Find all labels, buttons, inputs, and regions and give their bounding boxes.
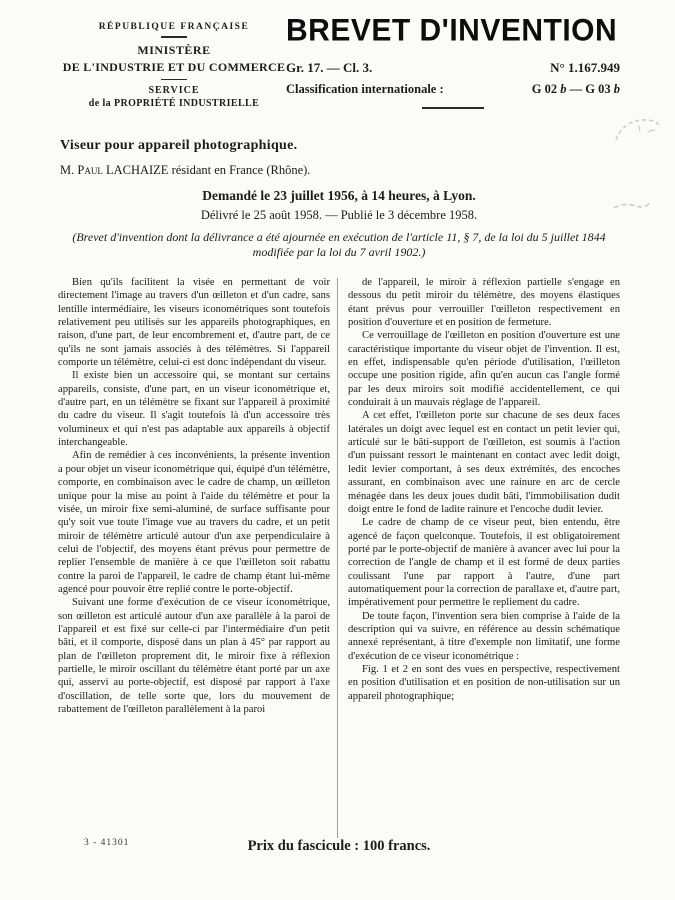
- ministry-line2: DE L'INDUSTRIE ET DU COMMERCE: [62, 59, 286, 74]
- classification-part: b: [560, 82, 567, 96]
- service-line1: SERVICE: [148, 85, 200, 96]
- ministry-line1: MINISTÈRE: [137, 42, 211, 57]
- issuing-authority-block: [58, 22, 290, 109]
- grant-publication-line: Délivré le 25 août 1958. — Publié le 3 décembre 1958.: [200, 208, 478, 222]
- republic-label: RÉPUBLIQUE FRANÇAISE: [98, 22, 250, 32]
- paragraph: de l'appareil, le miroir à réflexion partielle s'engage en dessous du petit miroir du télémètre, des moyens élastiques étant prévus pour verrouiller l'œilleton respectivement en position d'ouverture et en position de fermeture.: [348, 277, 620, 329]
- classification-part: b: [613, 82, 620, 96]
- paragraph: A cet effet, l'œilleton porte sur chacune de ses deux faces latérales un doigt avec lequel est en contact un petit levier qui, articulé sur le bâti-support de l'œilleton, est soumis à l'action d'un puissant ressort le maintenant en contact avec ledit doigt, ledit levier comportant, à ses deux extrémités, des encoches assurant, en combinaison avec une rainure en arc de cercle ménagée dans les deux joues dudit bâti, l'immobilisation dudit doigt entre le fond de ladite rainure et l'encoche dudit levier.: [348, 410, 620, 515]
- paragraph: Il existe bien un accessoire qui, se montant sur certains appareils, consiste, d'une part, en un viseur iconométrique et, d'autre part, en un télémètre se fixant sur l'appareil à proximité du cadre du viseur. Il s'agit toutefois là d'un accessoire très volumineux et qui n'est pas adaptable aux appareils à objectif interchangeable.: [58, 370, 330, 449]
- service-line2: de la PROPRIÉTÉ INDUSTRIELLE: [88, 98, 260, 109]
- group-class: Gr. 17. — Cl. 3.: [286, 60, 373, 75]
- inventor-given-name: Paul: [77, 163, 103, 177]
- divider-rule: [161, 36, 187, 38]
- inventor-prefix: M.: [60, 163, 78, 177]
- classification-part: —: [566, 82, 586, 96]
- classification-label: Classification internationale :: [286, 82, 444, 96]
- invention-title: Viseur pour appareil photographique.: [60, 138, 298, 153]
- price-line: Prix du fascicule : 100 francs.: [247, 838, 431, 854]
- legal-note: (Brevet d'invention dont la délivrance a été ajournée en exécution de l'article 11, § 7, de la loi du 5 juillet 1844 modifiée par la loi du 7 avril 1902.): [72, 230, 606, 259]
- paragraph: Ce verrouillage de l'œilleton en position d'ouverture est une caractéristique importante du viseur objet de l'invention. Il est, en effet, indispensable qu'en période d'utilisation, l'œilleton occupe une position rigide, afin qu'en aucun cas l'angle formé par les deux miroirs soit modifié accidentellement, ce qui conduirait à un mauvais réglage de l'appareil.: [348, 330, 620, 409]
- divider-rule: [422, 107, 484, 109]
- paragraph: De toute façon, l'invention sera bien comprise à l'aide de la description qui va suivre, en référence au dessin schématique annexé représentant, à titre d'exemple non limitatif, une forme d'exécution de ce viseur iconométrique :: [348, 610, 620, 662]
- inventor-rest: LACHAIZE résidant en France (Rhône).: [102, 163, 311, 177]
- patent-header-block: [286, 14, 620, 109]
- document-type-title: BREVET D'INVENTION: [286, 13, 618, 48]
- paragraph: Afin de remédier à ces inconvénients, la présente invention a pour objet un viseur iconométrique qui, équipé d'un télémètre, comporte, en combinaison avec le cadre de champ, un œilleton unique pour la mise au point à l'aide du télémètre et pour la visée, un miroir fixe semi-aluminé, de surface suffisante pour qu'y soit vue toute l'image vue au travers du cadre, et un petit miroir de télémètre articulé autour d'un axe perpendiculaire à celui de l'objectif, des moyens étant prévus pour permettre de replier l'ensemble de manière à ce que l'œilleton soit rabattu contre la paroi de l'appareil, le cadre de champ étant lui-même agencé pour pouvoir être replié contre le porte-objectif.: [58, 450, 330, 595]
- group-class-row: [286, 60, 620, 76]
- body-text: [58, 276, 620, 716]
- print-code: 3 - 41301: [84, 838, 130, 848]
- dates-block: [58, 188, 620, 223]
- divider-rule: [161, 79, 187, 81]
- paragraph: Le cadre de champ de ce viseur peut, bien entendu, être agencé de façon quelconque. Toutefois, il est obligatoirement porté par le porte-objectif de manière à avancer avec lui pour la correction de l'angle de champ et il est formé de deux parties coulissant l'une par rapport à l'autre, d'une part automatiquement pour la correction de parallaxe et, d'autre part, impérativement pour permettre le repliement du cadre.: [348, 517, 620, 609]
- classification-part: G 02: [531, 82, 561, 96]
- classification-part: G 03: [585, 82, 614, 96]
- left-column: [58, 276, 330, 716]
- patent-number: N° 1.167.949: [550, 60, 620, 75]
- paragraph: Bien qu'ils facilitent la visée en permettant de voir directement l'image au travers d'un œilleton et d'un cadre, sans lentille intermédiaire, les viseurs iconométriques sont toutefois relativement peu utilisés sur les appareils photographiques, en raison, d'une part, de leur encombrement et, d'autre part, de ce qu'ils ne sont jamais associés à des télémètres. Si l'appareil comporte un télémètre, celui-ci est donc indépendant du viseur.: [58, 277, 330, 369]
- paragraph: Suivant une forme d'exécution de ce viseur iconométrique, son œilleton est articulé autour d'un axe parallèle à la paroi de l'appareil et est fixé sur celle-ci par l'intermédiaire d'un petit bâti, et il comporte, disposé dans un plan à 45° par rapport au plan de l'œilleton proprement dit, le miroir fixe à réflexion partielle, le miroir oscillant du télémètre étant porté par un axe qui, asservi au porte-objectif, est disposé par rapport à l'axe d'oscillation, de telle sorte que, lors du mouvement de rabattement de l'œilleton parallèlement à la paroi: [58, 597, 330, 715]
- inventor-line: [60, 163, 620, 178]
- paragraph: Fig. 1 et 2 en sont des vues en perspective, respectivement en position d'utilisation et en position de non-utilisation sur un appareil photographique;: [348, 663, 620, 702]
- right-column: [348, 276, 620, 716]
- filing-date-line: Demandé le 23 juillet 1956, à 14 heures, à Lyon.: [202, 188, 476, 203]
- classification-row: [286, 82, 620, 97]
- classification-value: [532, 82, 620, 97]
- invention-title-block: [60, 138, 620, 178]
